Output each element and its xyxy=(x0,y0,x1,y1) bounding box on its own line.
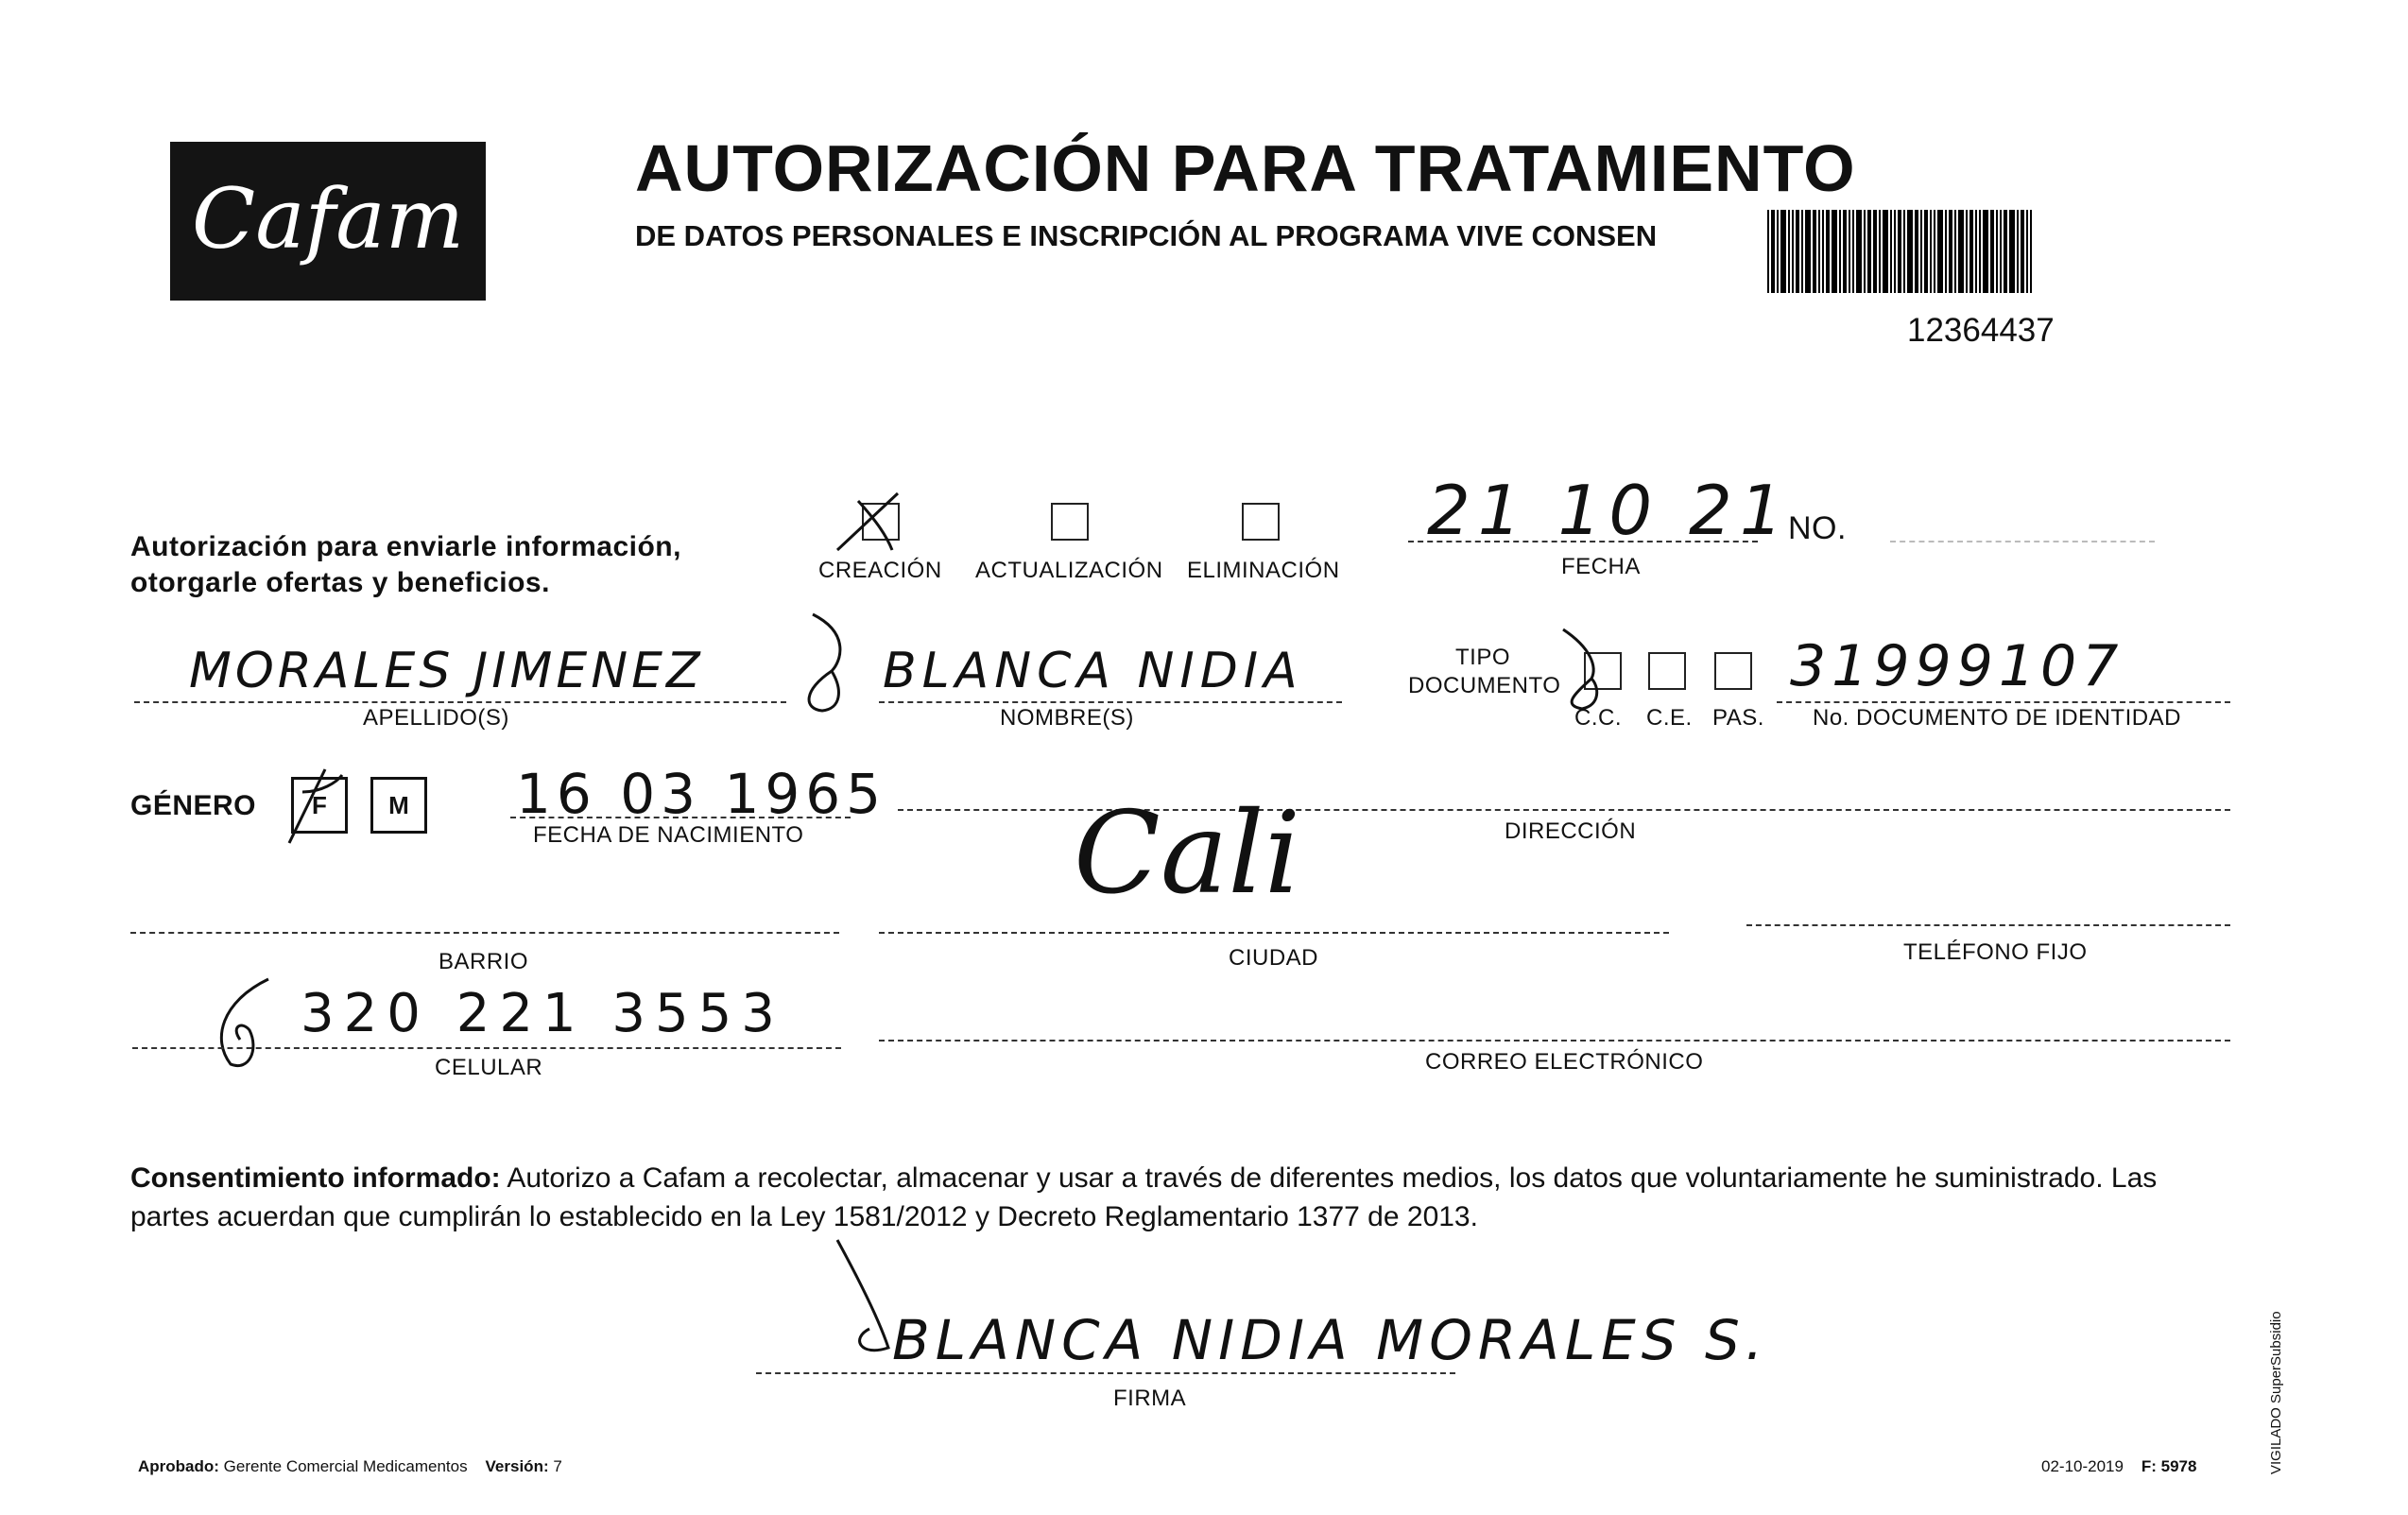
footer-code: F: 5978 xyxy=(2141,1457,2197,1475)
ciudad-value: Cali xyxy=(1074,788,1301,920)
footer-version-label: Versión: xyxy=(485,1457,549,1475)
direccion-label: DIRECCIÓN xyxy=(1505,818,1637,844)
checkmark-genero-f xyxy=(284,764,350,849)
tipo-documento-label-1: TIPO xyxy=(1455,645,1511,670)
authorization-prompt-line2: otorgarle ofertas y beneficios. xyxy=(130,567,550,598)
footer-aprobado-value: Gerente Comercial Medicamentos xyxy=(223,1457,468,1475)
doc-type-cc-label: C.C. xyxy=(1574,705,1622,731)
vigilado-vertical-text: VIGILADO SuperSubsidio xyxy=(2268,1311,2284,1474)
barcode-bar xyxy=(2030,210,2032,293)
celular-label: CELULAR xyxy=(435,1055,543,1080)
barcode-bar xyxy=(1966,210,1968,293)
barcode-bar xyxy=(1788,210,1790,293)
barcode-bar xyxy=(1867,210,1871,293)
barcode-bar xyxy=(1979,210,1981,293)
option-creacion-label: CREACIÓN xyxy=(818,558,942,583)
nombres-value: BLANCA NIDIA xyxy=(883,643,1303,699)
barcode-bar xyxy=(1852,210,1854,293)
celular-value: 320 221 3553 xyxy=(301,983,784,1044)
cafam-logo-mark xyxy=(170,142,486,301)
barcode-bar xyxy=(1930,210,1932,293)
barcode-bar xyxy=(1805,210,1811,293)
barrio-line xyxy=(130,932,839,934)
correo-label: CORREO ELECTRÓNICO xyxy=(1425,1049,1704,1075)
documento-label: No. DOCUMENTO DE IDENTIDAD xyxy=(1813,705,2181,731)
barcode-bar xyxy=(1767,210,1769,293)
form-subtitle: DE DATOS PERSONALES E INSCRIPCIÓN AL PROGRAMA VIVE CONSEN xyxy=(635,219,1658,252)
barcode-bar xyxy=(1780,210,1786,293)
fecha-label: FECHA xyxy=(1561,554,1641,579)
barcode-bar xyxy=(1796,210,1799,293)
barcode-bar xyxy=(1856,210,1862,293)
documento-value: 31999107 xyxy=(1790,633,2124,699)
barcode-bar xyxy=(1864,210,1866,293)
signature-label: FIRMA xyxy=(1113,1386,1187,1411)
option-actualizacion-label: ACTUALIZACIÓN xyxy=(975,558,1163,583)
barcode-bar xyxy=(2004,210,2007,293)
barcode-bar xyxy=(2009,210,2015,293)
barcode-bar xyxy=(1822,210,1824,293)
barcode-bar xyxy=(1849,210,1850,293)
barcode-bar xyxy=(1771,210,1775,293)
barcode-bar xyxy=(1983,210,1988,293)
barcode-bar xyxy=(2017,210,2019,293)
option-eliminacion-label: ELIMINACIÓN xyxy=(1187,558,1340,583)
consent-heading: Consentimiento informado: xyxy=(130,1162,501,1194)
barcode xyxy=(1767,210,2145,293)
barcode-bar xyxy=(1873,210,1877,293)
barcode-bar xyxy=(1801,210,1803,293)
barcode-bar xyxy=(1934,210,1935,293)
mark-apellidos-nombres xyxy=(794,605,869,718)
barcode-bar xyxy=(1945,210,1947,293)
consent-paragraph xyxy=(130,1159,2219,1236)
barcode-bar xyxy=(1843,210,1847,293)
barcode-bar xyxy=(1879,210,1881,293)
fecha-nacimiento-label: FECHA DE NACIMIENTO xyxy=(533,822,804,848)
barcode-bar xyxy=(1903,210,1905,293)
barcode-bar xyxy=(1832,210,1837,293)
barcode-bar xyxy=(1920,210,1922,293)
checkmark-cc xyxy=(1554,620,1629,714)
footer-version-value: 7 xyxy=(553,1457,562,1475)
cafam-logo xyxy=(170,142,486,301)
barcode-bar xyxy=(1777,210,1779,293)
barcode-bar xyxy=(1818,210,1820,293)
telefono-label: TELÉFONO FIJO xyxy=(1903,939,2088,965)
consent-text: Autorizo a Cafam a recolectar, almacenar y usar a través de diferentes medios, los datos que voluntariamente he suministrado. Las partes acuerdan que cumplirán lo establecido en la Ley 1581/2012 y Decreto Reglamentario 1377 de 2013. xyxy=(130,1162,2158,1232)
checkbox-eliminacion[interactable] xyxy=(1242,503,1280,541)
checkbox-ce[interactable] xyxy=(1648,652,1686,690)
doc-type-ce-label: C.E. xyxy=(1646,705,1693,731)
barcode-bar xyxy=(1898,210,1901,293)
nombres-label: NOMBRE(S) xyxy=(1000,705,1134,731)
barcode-bar xyxy=(1890,210,1892,293)
doc-type-pas-label: PAS. xyxy=(1712,705,1764,731)
celular-line xyxy=(132,1047,841,1049)
checkbox-pas[interactable] xyxy=(1714,652,1752,690)
barcode-bar xyxy=(1792,210,1794,293)
signature-line xyxy=(756,1372,1455,1374)
genero-m-box[interactable]: M xyxy=(370,777,427,834)
barcode-bar xyxy=(1813,210,1816,293)
barcode-bar xyxy=(1975,210,1977,293)
apellidos-value: MORALES JIMENEZ xyxy=(189,643,704,699)
barcode-bar xyxy=(1883,210,1888,293)
ciudad-line xyxy=(879,932,1669,934)
barcode-bar xyxy=(1894,210,1896,293)
footer-date-code xyxy=(2041,1457,2196,1476)
barcode-bar xyxy=(1907,210,1913,293)
barcode-bar xyxy=(1996,210,1998,293)
no-line xyxy=(1890,541,2155,542)
barcode-bar xyxy=(2026,210,2028,293)
barcode-bar xyxy=(2021,210,2024,293)
footer-aprobado-label: Aprobado: xyxy=(138,1457,219,1475)
barrio-label: BARRIO xyxy=(439,949,529,974)
barcode-bar xyxy=(1990,210,1994,293)
barcode-bar xyxy=(1954,210,1956,293)
correo-line xyxy=(879,1040,2230,1042)
barcode-bar xyxy=(1937,210,1943,293)
barcode-bar xyxy=(1924,210,1928,293)
svg-text:Cafam: Cafam xyxy=(191,170,465,267)
barcode-number: 12364437 xyxy=(1907,312,2055,349)
mark-celular xyxy=(202,973,306,1077)
barcode-bar xyxy=(1915,210,1918,293)
telefono-line xyxy=(1746,924,2230,926)
barcode-bar xyxy=(1949,210,1952,293)
tipo-documento-label-2: DOCUMENTO xyxy=(1408,673,1561,698)
authorization-prompt-line1: Autorización para enviarle información, xyxy=(130,531,681,562)
documento-line xyxy=(1777,701,2230,703)
form-title: AUTORIZACIÓN PARA TRATAMIENTO xyxy=(635,131,1856,205)
barcode-bar xyxy=(1826,210,1830,293)
fecha-line xyxy=(1408,541,1758,542)
genero-label: GÉNERO xyxy=(130,790,257,821)
footer-date: 02-10-2019 xyxy=(2041,1457,2124,1475)
apellidos-label: APELLIDO(S) xyxy=(363,705,509,731)
barcode-bar xyxy=(1839,210,1841,293)
nombres-line xyxy=(879,701,1342,703)
barcode-bar xyxy=(1969,210,1973,293)
genero-f-box[interactable]: F xyxy=(291,777,348,834)
checkbox-actualizacion[interactable] xyxy=(1051,503,1089,541)
barcode-bar xyxy=(2000,210,2002,293)
fecha-value: 21 10 21 xyxy=(1427,471,1791,550)
barcode-bar xyxy=(1958,210,1964,293)
no-label: NO. xyxy=(1788,510,1847,546)
checkmark-creacion xyxy=(830,484,915,560)
signature-value: BLANCA NIDIA MORALES S. xyxy=(892,1308,1769,1372)
ciudad-label: CIUDAD xyxy=(1229,945,1319,971)
footer-approval xyxy=(138,1457,562,1476)
fecha-nacimiento-line xyxy=(510,817,851,818)
fecha-nacimiento-value: 16 03 1965 xyxy=(516,762,887,826)
apellidos-line xyxy=(134,701,786,703)
